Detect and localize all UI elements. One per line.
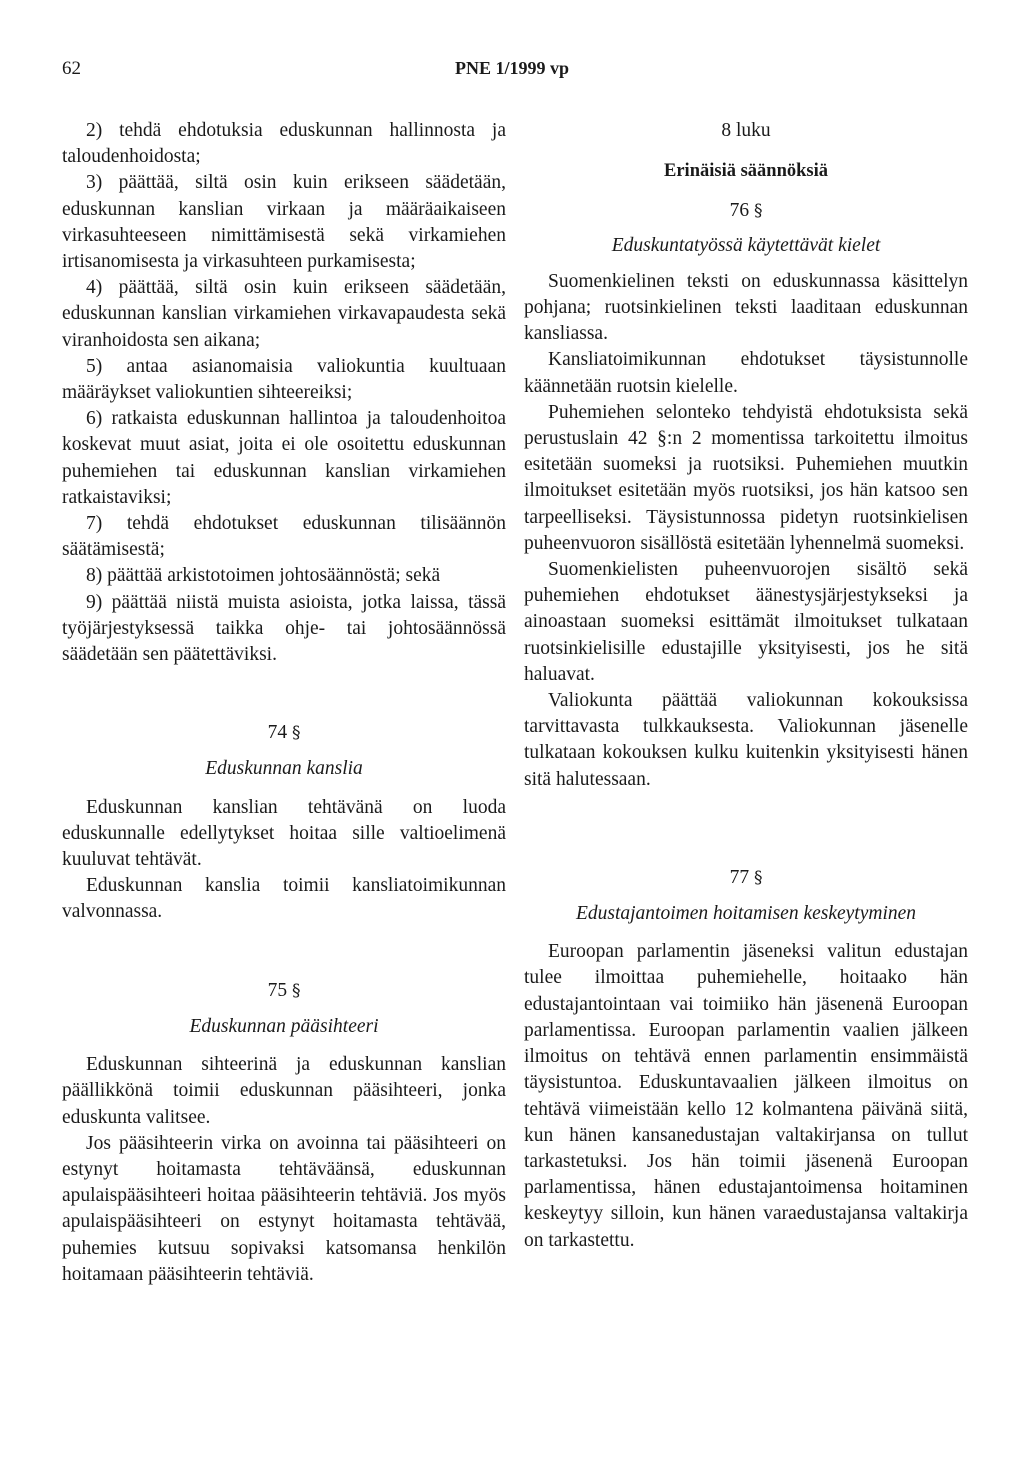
list-item: 2) tehdä ehdotuksia eduskunnan hallinnosta ja taloudenhoidosta; bbox=[62, 120, 506, 168]
section-title-76: Eduskuntatyössä käytettävät kielet bbox=[611, 234, 881, 256]
section-sign-icon: § bbox=[291, 723, 301, 744]
paragraph: Eduskunnan kanslian tehtävänä on luoda eduskunnalle edellytykset hoitaa sille valtioelimenä kuuluvat tehtävät. bbox=[62, 796, 506, 871]
chapter-title: Erinäisiä säännöksiä bbox=[664, 161, 828, 182]
section-sign-icon: § bbox=[291, 980, 301, 1001]
chapter-label: 8 luku bbox=[721, 120, 771, 141]
section-sign-icon: § bbox=[753, 201, 763, 222]
running-title: PNE 1/1999 vp bbox=[454, 58, 569, 78]
section-title-74: Eduskunnan kanslia bbox=[205, 758, 363, 780]
list-item: 5) antaa asianomaisia valiokuntia kuultuaan määräykset valiokuntien sihteereiksi; bbox=[62, 355, 506, 404]
paragraph: Puhemiehen selonteko tehdyistä ehdotuksista sekä perustuslain 42 §:n 2 momentissa tarkoitettu ilmoitus esitetään suomeksi ja ruotsiksi. Puhemiehen muutkin ilmoitukset esitetään myös ruotsiksi, jos hän katsoo sen tarpeelliseksi. Täysistunnossa pidetyn ruotsinkielisen puheenvuoron sisällöstä esitetään lyhennelmä suomeksi. bbox=[524, 401, 968, 554]
paragraph: Eduskunnan sihteerinä ja eduskunnan kanslian päällikkönä toimii eduskunnan pääsihteeri, jonka eduskunta valitsee. bbox=[62, 1054, 506, 1128]
paragraph: Jos pääsihteerin virka on avoinna tai pääsihteeri on estynyt hoitamasta tehtäväänsä, eduskunnan apulaispääsihteeri hoitaa pääsihteerin tehtäviä. Jos myös apulaispääsihteeri on estynyt hoitamasta tehtävää, puhemies kutsuu sopivaksi katsomansa henkilön hoitamaan pääsihteerin tehtäviä. bbox=[62, 1132, 506, 1285]
list-item: 9) päättää niistä muista asioista, jotka laissa, tässä työjärjestyksessä taikka ohje- tai johtosäännössä säädetään sen päätettäviksi. bbox=[62, 591, 506, 666]
section-heading-77 bbox=[524, 865, 968, 891]
list-item: 6) ratkaista eduskunnan hallintoa ja taloudenhoitoa koskevat muut asiat, joita ei ole osoitettu eduskunnan puhemiehen tai eduskunnan kanslian virkamiehen ratkaistaviksi; bbox=[62, 408, 506, 508]
section-number: 76 bbox=[729, 200, 750, 222]
page-number: 62 bbox=[62, 58, 81, 79]
list-item: 3) päättää, siltä osin kuin erikseen säädetään, eduskunnan kanslian virkaan ja määräaikaiseen virkasuhteeseen nimittämisestä sekä virkamiehen irtisanomisesta ja virkasuhteen purkamisesta; bbox=[62, 172, 506, 273]
paragraph: Euroopan parlamentin jäseneksi valitun edustajan tulee ilmoittaa puhemiehelle, hoitaako hän edustajantointaan vai toimiiko hän jäsenenä Euroopan parlamentissa. Euroopan parlamentin vaalien jälkeen ilmoitus on tehtävä ennen parlamentin ensimmäistä täysistuntoa. Eduskuntavaalien jälkeen ilmoitus on tehtävä viimeistään kello 12 kolmantena päivänä siitä, kun hänen kansanedustajan valtakirjansa on tullut tarkastetuksi. Jos hän toimii jäsenenä Euroopan parlamentissa, hänen edustajantoimensa hoitaminen keskeytyy silloin, kun hänen varaedustajansa valtakirja on tarkastettu. bbox=[524, 941, 968, 1251]
section-number: 77 bbox=[729, 866, 750, 888]
section-heading-74 bbox=[62, 720, 506, 746]
paragraph: Suomenkielisten puheenvuorojen sisältö sekä puhemiehen ehdotukset äänestysjärjestykseksi ja ainoastaan suomeksi esittämät ilmoitukset tulkataan ruotsinkielisille edustajille yksityisesti, jos he sitä haluavat. bbox=[524, 559, 968, 685]
list-item: 8) päättää arkistotoimen johtosäännöstä; sekä bbox=[86, 565, 441, 587]
section-sign-icon: § bbox=[753, 867, 763, 888]
paragraph: Eduskunnan kanslia toimii kansliatoimikunnan valvonnassa. bbox=[62, 875, 506, 923]
section-heading-75 bbox=[62, 978, 506, 1004]
section-number: 74 bbox=[267, 722, 288, 744]
list-item: 4) päättää, siltä osin kuin erikseen säädetään, eduskunnan kanslian virkamiehen virkavapaudesta sekä viranhoidosta sen aikana; bbox=[62, 277, 506, 351]
paragraph: Suomenkielinen teksti on eduskunnassa käsittelyn pohjana; ruotsinkielinen teksti laaditaan eduskunnan kansliassa. bbox=[524, 270, 968, 345]
section-heading-76 bbox=[524, 198, 968, 224]
right-column bbox=[524, 118, 968, 1254]
list-item: 7) tehdä ehdotukset eduskunnan tilisäännön säätämisestä; bbox=[62, 513, 506, 561]
left-column bbox=[62, 118, 506, 1288]
section-title-75: Eduskunnan pääsihteeri bbox=[189, 1015, 379, 1037]
paragraph: Valiokunta päättää valiokunnan kokouksissa tarvittavasta tulkkauksesta. Valiokunnan jäsenelle tulkataan kokouksen kulku kuitenkin yksityisesti hänen sitä halutessaan. bbox=[524, 690, 968, 790]
section-number: 75 bbox=[267, 979, 288, 1001]
paragraph: Kansliatoimikunnan ehdotukset täysistunnolle käännetään ruotsin kielelle. bbox=[524, 349, 968, 397]
section-title-77: Edustajantoimen hoitamisen keskeytyminen bbox=[575, 903, 917, 925]
